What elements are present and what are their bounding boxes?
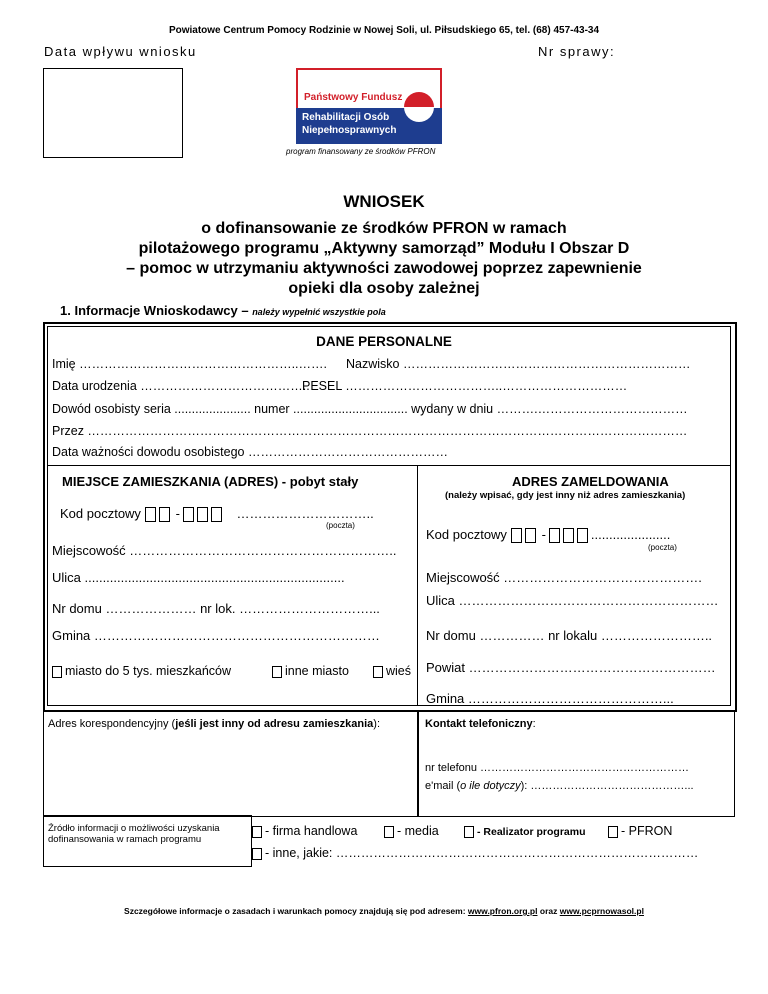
date-received-label: Data wpływu wniosku bbox=[44, 44, 197, 59]
option-village[interactable] bbox=[373, 664, 411, 678]
registration-note-text: (należy wpisać, gdy jest inny niż adres zamieszkania) bbox=[445, 490, 686, 501]
postal-digit-box[interactable] bbox=[577, 528, 588, 543]
section-label: 1. Informacje Wnioskodawcy – bbox=[60, 303, 249, 318]
organization-line: Powiatowe Centrum Pomocy Rodzinie w Nowej Soli, ul. Piłsudskiego 65, tel. (68) 457-43-34 bbox=[168, 25, 600, 36]
source-option-store[interactable] bbox=[252, 824, 357, 838]
post-office-sublabel: (poczta) bbox=[326, 521, 355, 530]
postal-digit-box[interactable] bbox=[211, 507, 222, 522]
personal-data-heading: DANE PERSONALNE bbox=[316, 334, 452, 349]
source-label-line2: dofinansowania w ramach programu bbox=[48, 834, 202, 845]
option-label: miasto do 5 tys. mieszkańców bbox=[65, 664, 232, 678]
first-name-field[interactable]: Imię ……………………………………………..……. bbox=[52, 357, 328, 371]
option-label: - inne, jakie: …………………………………………………………………………… bbox=[265, 846, 699, 860]
residence-heading bbox=[62, 474, 358, 489]
footer-text: Szczegółowe informacje o zasadach i warunkach pomocy znajdują się pod adresem: bbox=[124, 906, 466, 916]
checkbox[interactable] bbox=[52, 666, 62, 678]
logo-line1: Państwowy Fundusz bbox=[304, 92, 403, 103]
id-valid-field[interactable]: Data ważności dowodu osobistego ………………………………………… bbox=[52, 445, 448, 459]
pesel-field[interactable]: PESEL ………………………………..………………………… bbox=[302, 379, 628, 393]
option-label: - PFRON bbox=[621, 824, 673, 838]
checkbox[interactable] bbox=[252, 848, 262, 860]
logo-caption: program finansowany ze środków PFRON bbox=[286, 147, 436, 156]
section-heading bbox=[60, 303, 386, 318]
divider-vertical bbox=[417, 465, 418, 706]
postal-digit-box[interactable] bbox=[563, 528, 574, 543]
email-italic: o ile dotyczy bbox=[460, 780, 521, 792]
checkbox[interactable] bbox=[608, 826, 618, 838]
residence-heading-text: MIEJSCE ZAMIESZKANIA (ADRES) - pobyt stały bbox=[62, 474, 359, 489]
registration-county[interactable]: Powiat ………………………………………………… bbox=[426, 660, 716, 675]
case-number-label: Nr sprawy: bbox=[538, 44, 616, 59]
registration-postal-code[interactable] bbox=[426, 527, 670, 543]
option-label: - firma handlowa bbox=[265, 824, 358, 838]
option-label: - Realizator programu bbox=[477, 826, 586, 838]
email-post: ): ……………………………………... bbox=[520, 780, 694, 792]
logo-line2: Rehabilitacji Osób bbox=[302, 112, 390, 123]
option-other-town[interactable] bbox=[272, 664, 349, 678]
postal-digit-box[interactable] bbox=[511, 528, 522, 543]
post-office-field[interactable]: ...................... bbox=[590, 527, 671, 542]
postal-digit-box[interactable] bbox=[159, 507, 170, 522]
document-title: WNIOSEK bbox=[343, 192, 425, 211]
residence-street[interactable]: Ulica ........................................................................ bbox=[52, 570, 345, 585]
pfron-link[interactable]: www.pfron.org.pl bbox=[467, 906, 538, 916]
checkbox[interactable] bbox=[252, 826, 262, 838]
phone-field[interactable]: nr telefonu ………………………………………………… bbox=[425, 762, 690, 774]
postal-digit-box[interactable] bbox=[183, 507, 194, 522]
registration-commune[interactable]: Gmina ………………………………………... bbox=[426, 691, 674, 706]
email-field[interactable] bbox=[425, 780, 694, 792]
postal-dash: - bbox=[175, 506, 180, 521]
option-small-town[interactable] bbox=[52, 664, 231, 678]
registration-house-number[interactable]: Nr domu …………… nr lokalu …………………….. bbox=[426, 628, 713, 643]
email-pre: e'mail ( bbox=[425, 780, 461, 792]
residence-locality[interactable]: Miejscowość …………………………………………………….. bbox=[52, 543, 397, 558]
birth-date-field[interactable]: Data urodzenia ………………………………….. bbox=[52, 379, 310, 393]
registration-heading: ADRES ZAMELDOWANIA bbox=[512, 474, 669, 489]
registration-locality[interactable]: Miejscowość ………………………………………. bbox=[426, 570, 702, 585]
title-line-1: o dofinansowanie ze środków PFRON w ramach bbox=[201, 220, 567, 237]
footer-note bbox=[0, 906, 768, 916]
date-received-box[interactable] bbox=[43, 68, 183, 158]
title-line-3: – pomoc w utrzymaniu aktywności zawodowej poprzez zapewnienie bbox=[126, 260, 642, 277]
option-label: - media bbox=[397, 824, 439, 838]
contact-heading-text: Kontakt telefoniczny bbox=[425, 718, 533, 730]
source-option-realizator[interactable] bbox=[464, 824, 586, 838]
correspondence-label-bold: jeśli jest inny od adresu zamieszkania bbox=[175, 718, 374, 730]
checkbox[interactable] bbox=[373, 666, 383, 678]
checkbox[interactable] bbox=[272, 666, 282, 678]
source-label-line1: Źródło informacji o możliwości uzyskania bbox=[48, 823, 220, 834]
residence-commune[interactable]: Gmina ………………………………………………………… bbox=[52, 628, 380, 643]
postal-label: Kod pocztowy bbox=[426, 527, 507, 542]
divider bbox=[47, 465, 731, 466]
postal-digit-box[interactable] bbox=[549, 528, 560, 543]
postal-digit-box[interactable] bbox=[525, 528, 536, 543]
section-note: należy wypełnić wszystkie pola bbox=[252, 307, 386, 317]
source-option-media[interactable] bbox=[384, 824, 439, 838]
residence-house-number[interactable]: Nr domu ………………… nr lok. …………………………... bbox=[52, 601, 380, 616]
pcpr-link[interactable]: www.pcprnowasol.pl bbox=[559, 906, 644, 916]
last-name-field[interactable]: Nazwisko …………………………………………………………… bbox=[346, 357, 691, 371]
correspondence-label bbox=[48, 718, 380, 730]
option-label: wieś bbox=[386, 664, 412, 678]
post-office-field[interactable]: ………………………….. bbox=[236, 506, 374, 521]
pfron-logo-emblem-icon bbox=[402, 90, 436, 124]
id-document-field[interactable]: Dowód osobisty seria ...................... numer ................................. wydany w dniu ……….……………………………… bbox=[52, 402, 688, 416]
logo-line3: Niepełnosprawnych bbox=[302, 125, 397, 136]
registration-street[interactable]: Ulica …………………………………………………… bbox=[426, 593, 719, 608]
title-line-4: opieki dla osoby zależnej bbox=[288, 280, 480, 297]
registration-note bbox=[445, 490, 685, 501]
checkbox[interactable] bbox=[384, 826, 394, 838]
postal-dash: - bbox=[541, 527, 546, 542]
postal-digit-box[interactable] bbox=[145, 507, 156, 522]
postal-digit-box[interactable] bbox=[197, 507, 208, 522]
contact-heading: Kontakt telefoniczny: bbox=[425, 718, 536, 730]
source-option-pfron[interactable] bbox=[608, 824, 672, 838]
correspondence-label-end: ): bbox=[373, 718, 381, 730]
checkbox[interactable] bbox=[464, 826, 474, 838]
source-option-other[interactable] bbox=[252, 846, 698, 860]
issued-by-field[interactable]: Przez ……………………………………………………………………………………………………………………………… bbox=[52, 424, 688, 438]
postal-label: Kod pocztowy bbox=[60, 506, 141, 521]
correspondence-label-text: Adres korespondencyjny ( bbox=[48, 718, 176, 730]
footer-and: oraz bbox=[539, 906, 558, 916]
residence-postal-code[interactable] bbox=[60, 506, 374, 522]
option-label: inne miasto bbox=[285, 664, 349, 678]
title-line-2: pilotażowego programu „Aktywny samorząd” Modułu I Obszar D bbox=[138, 240, 630, 257]
post-office-sublabel: (poczta) bbox=[648, 543, 677, 552]
